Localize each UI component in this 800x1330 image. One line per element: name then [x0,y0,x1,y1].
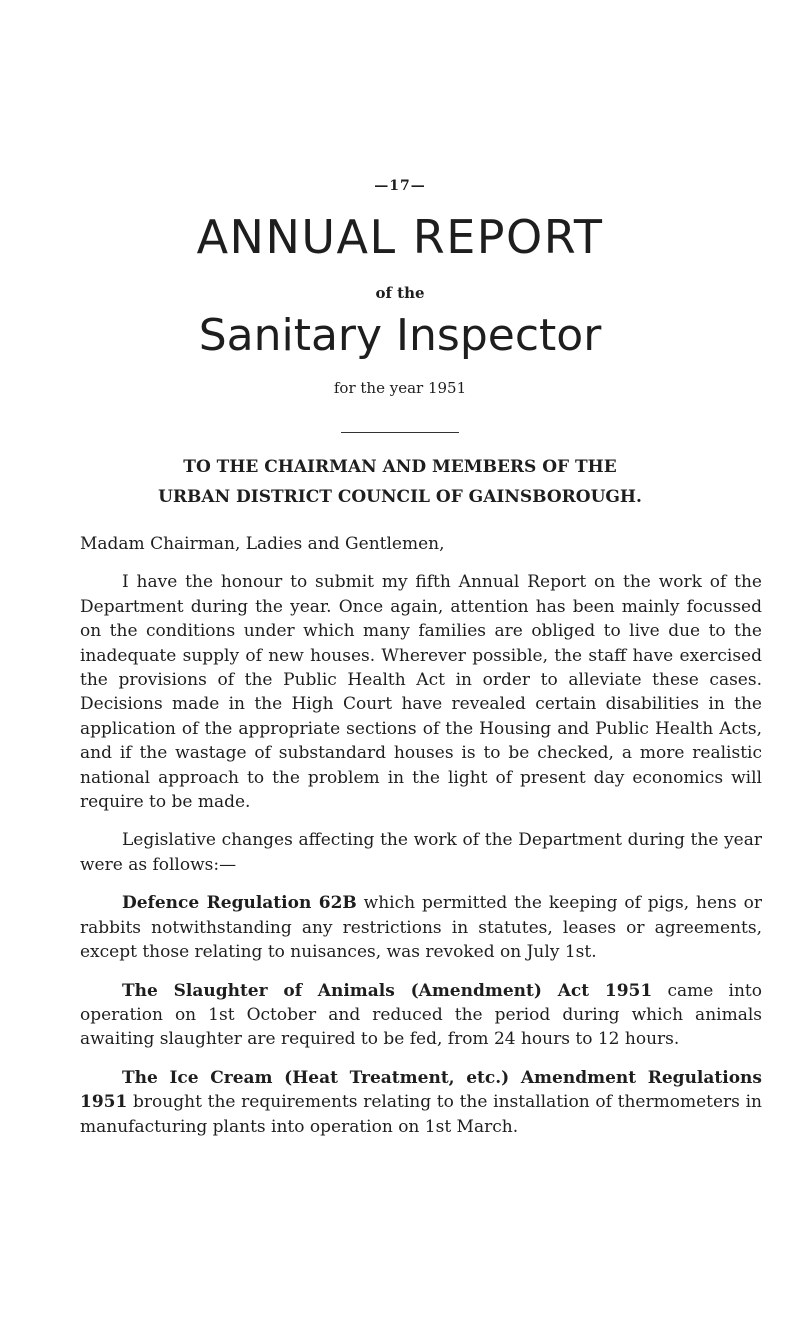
paragraph-ice-cream-regulations [80,1066,762,1139]
paragraph-intro: I have the honour to submit my fifth Annual Report on the work of the Department during the year. Once again, attention has been mainly focussed on the conditions under which many families are obliged to live due to the inadequate supply of new houses. Wherever possible, the staff have exercised the provisions of the Public Health Act in order to alleviate these cases. Decisions made in the High Court have revealed certain disabilities in the application of the appropriate sections of the Housing and Public Health Acts, and if the wastage of substandard houses is to be checked, a more realistic national approach to the problem in the light of present day economics will require to be made. [80,572,762,813]
paragraph-legislative-changes: Legislative changes affecting the work of the Department during the year were as follows:— [80,830,762,875]
page-number: —17— [374,178,426,194]
address-line-1: TO THE CHAIRMAN AND MEMBERS OF THE [183,457,617,477]
paragraph-defence-regulation [80,891,762,964]
report-title: ANNUAL REPORT [196,210,604,264]
address-line-2: URBAN DISTRICT COUNCIL OF GAINSBOROUGH. [158,487,642,507]
paragraph-lead: The Ice Cream (Heat Treatment, etc.) Amendment Regulations 1951 [80,1067,762,1113]
salutation: Madam Chairman, Ladies and Gentlemen, [80,534,445,554]
report-subtitle: Sanitary Inspector [198,310,602,361]
paragraph-text: brought the requirements relating to the installation of thermometers in manufacturing plants into operation on 1st March. [80,1092,762,1137]
paragraph-text: came into operation on 1st October and reduced the period during which animals awaiting slaughter are required to be fed, from 24 hours to 12 hours. [80,980,762,1050]
paragraph-lead: Defence Regulation 62B [122,893,357,914]
address-block [60,452,740,512]
paragraph-slaughter-act [80,979,762,1052]
report-year: for the year 1951 [333,379,467,397]
paragraph-text: which permitted the keeping of pigs, hens or rabbits notwithstanding any restrictions in statutes, leases or agreements, except those relating to nuisances, was revoked on July 1st. [80,893,762,963]
paragraph-lead: The Slaughter of Animals (Amendment) Act 1951 [122,980,653,1001]
report-body [80,532,762,1153]
title-connector: of the [375,284,425,302]
divider-rule [341,432,459,433]
